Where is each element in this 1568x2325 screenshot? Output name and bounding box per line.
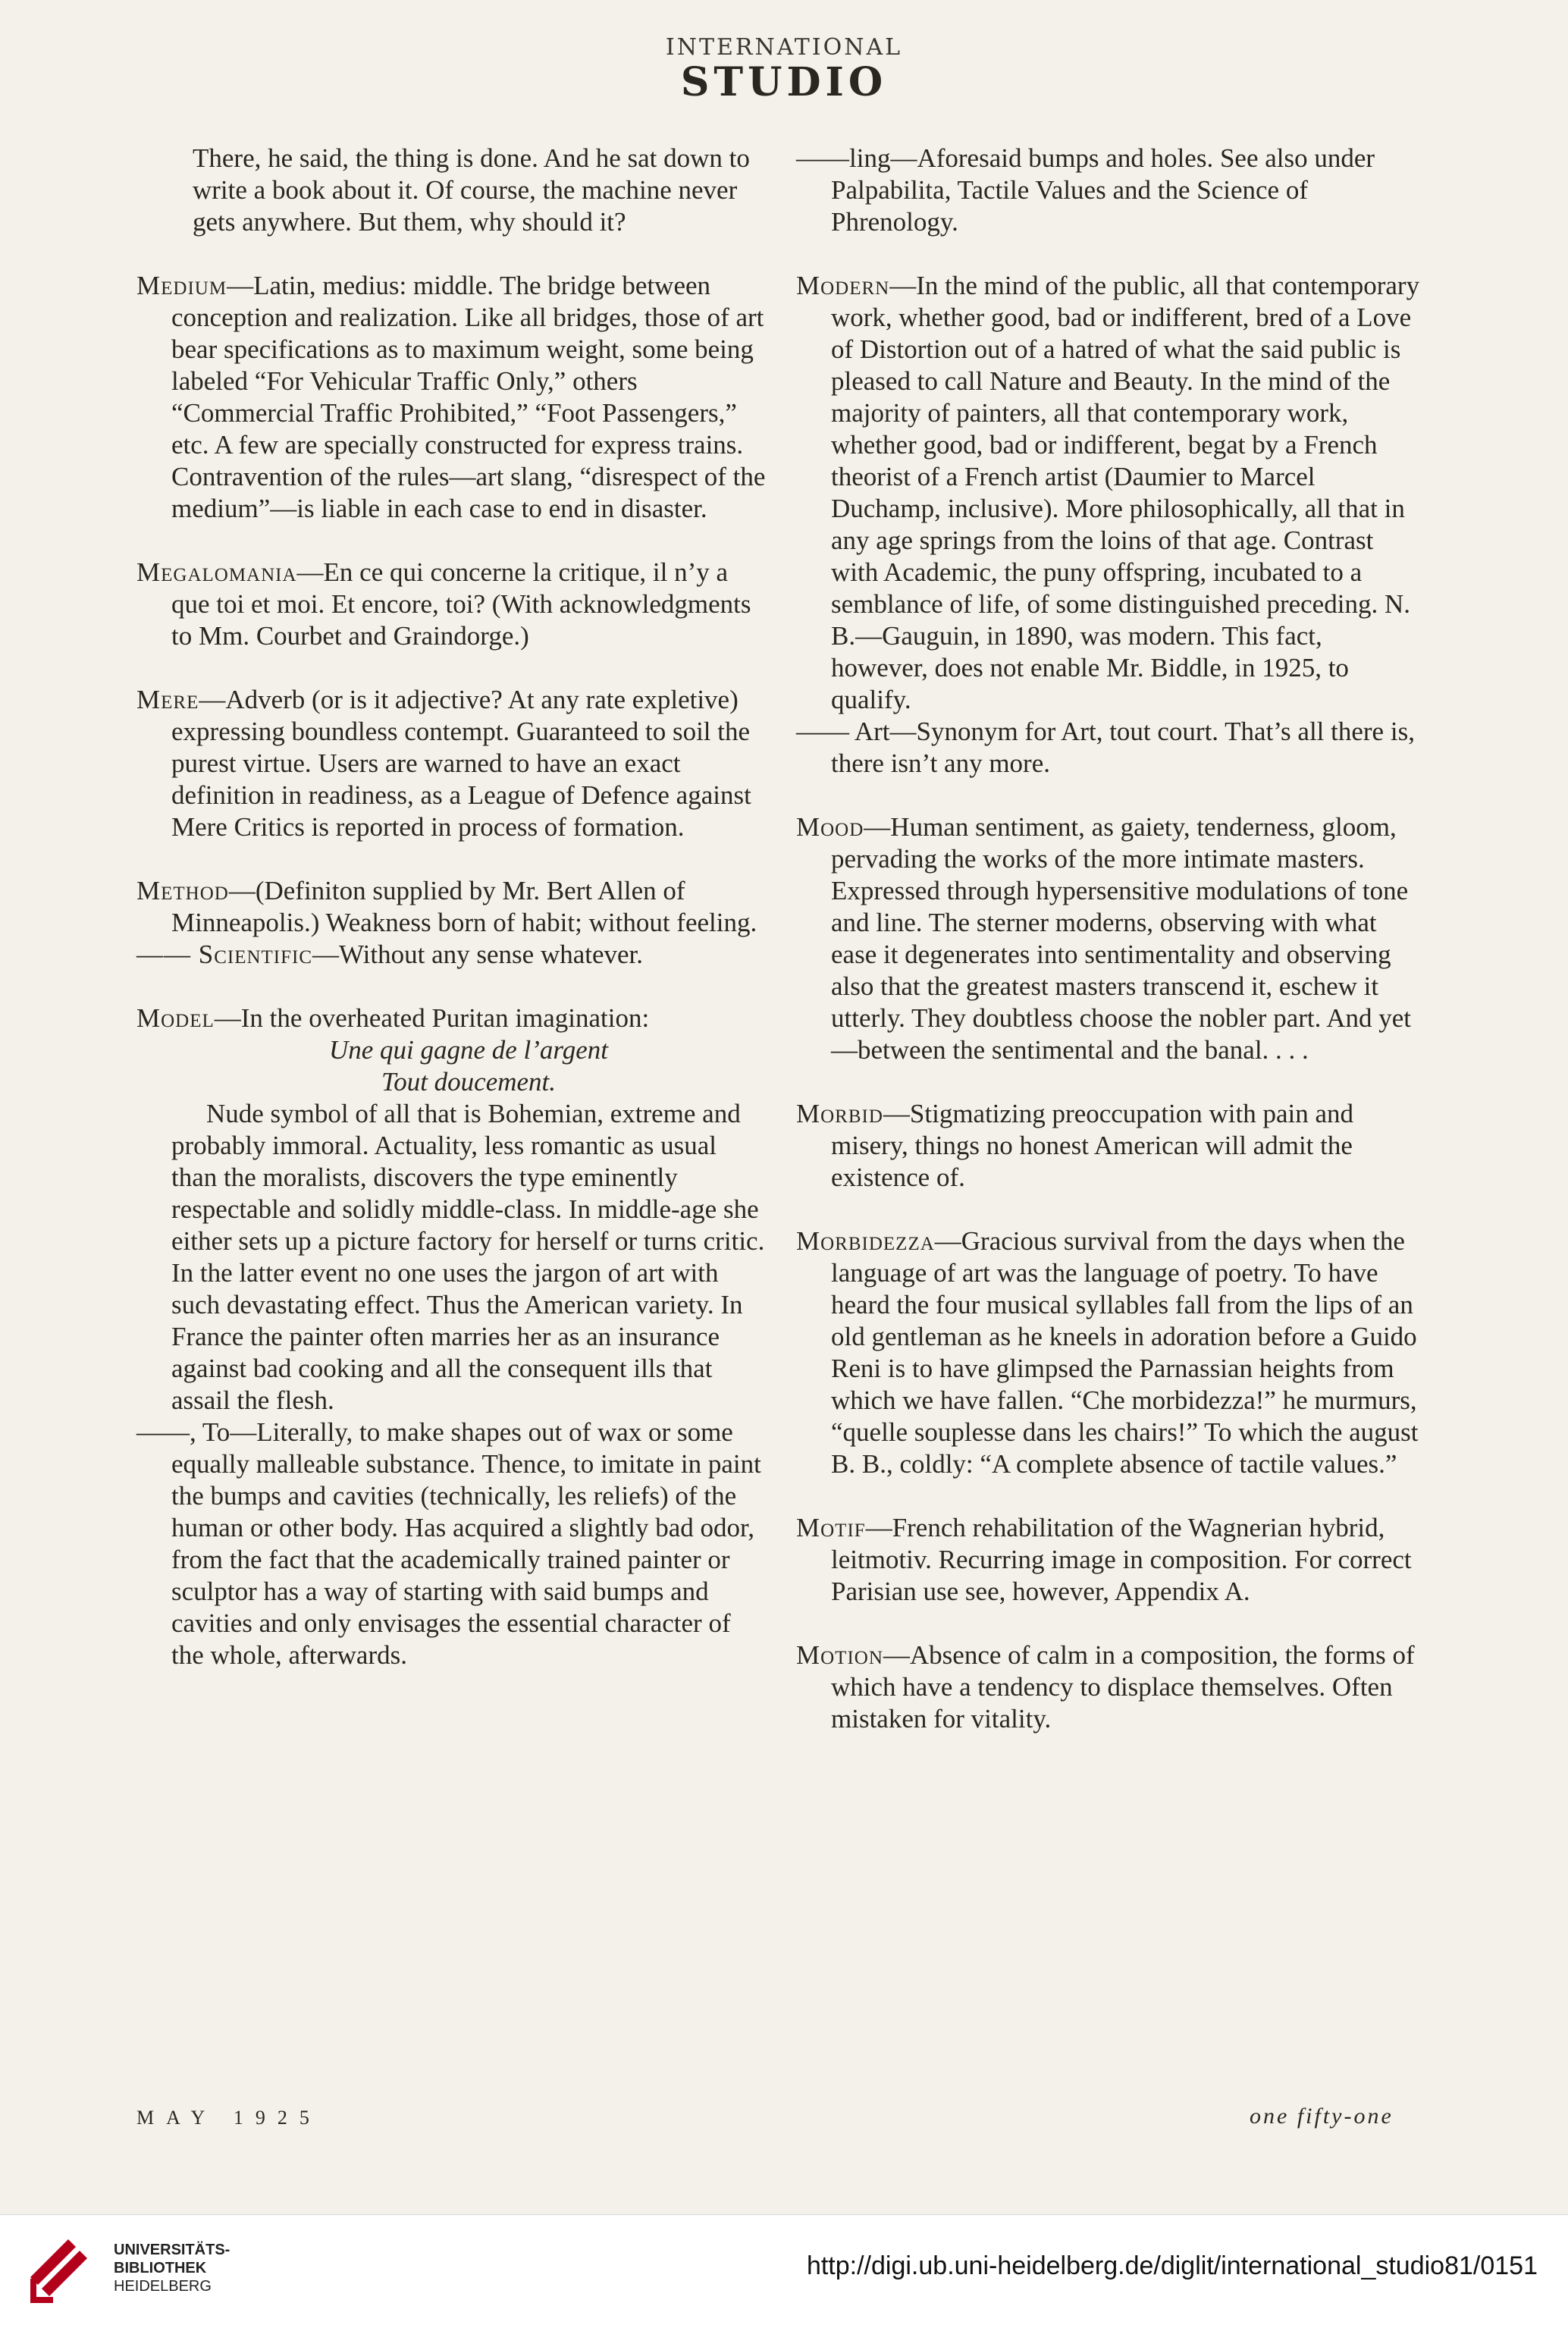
entry-model [136, 1002, 766, 1671]
term-modern: Modern [796, 271, 890, 300]
term-motion: Motion [796, 1640, 883, 1670]
term-model: Model [136, 1003, 215, 1033]
body-medium: —Latin, medius: middle. The bridge between conception and realization. Like all bridges, those of art bear specifications as to maximum weight, some being labeled “For Vehicular Traffic Only,” others “Commercial Traffic Prohibited,” “Foot Passengers,” etc. A few are specially constructed for express trains. Contravention of the rules—art slang, “disrespect of the medium”—is liable in each case to end in disaster. [171, 271, 766, 523]
entry-medium [136, 270, 766, 525]
model-sub-entry: ——, To—Literally, to make shapes out of wax or some equally malleable substance. Thence, to imitate in paint the bumps and cavities (technically, les reliefs) of the human or other body. Has acquired a slightly bad odor, from the fact that the academically trained painter or sculptor has a way of starting with said bumps and cavities and only envisages the essential character of the whole, afterwards. [136, 1417, 761, 1670]
library-logo-icon [23, 2232, 99, 2308]
term-megalomania: Megalomania [136, 557, 297, 587]
term-medium: Medium [136, 271, 227, 300]
entry-megalomania [136, 557, 766, 652]
entry-motif [796, 1512, 1425, 1608]
term-morbidezza: Morbidezza [796, 1226, 935, 1256]
term-motif: Motif [796, 1513, 866, 1542]
body-mere: —Adverb (or is it adjective? At any rate expletive) expressing boundless contempt. Guaranteed to soil the purest virtue. Users are warned to have an exact definition in readiness, as a League of Defence against Mere Critics is reported in process of formation. [171, 685, 751, 842]
entry-method [136, 875, 766, 971]
model-verse-1: Une qui gagne de l’argent [328, 1035, 609, 1065]
footer-date: MAY 1925 [136, 2107, 321, 2129]
term-method: Method [136, 876, 229, 905]
entry-modelling [796, 143, 1425, 238]
term-method-scientific: —— Scientific [136, 940, 313, 969]
left-column [136, 143, 766, 1703]
body-motion: —Absence of calm in a composition, the forms of which have a tendency to displace themselves. Often mistaken for vitality. [831, 1640, 1415, 1734]
body-motif: —French rehabilitation of the Wagnerian hybrid, leitmotiv. Recurring image in composition. For correct Parisian use see, however, Appendix A. [831, 1513, 1412, 1606]
term-morbid: Morbid [796, 1099, 883, 1128]
entry-morbid [796, 1098, 1425, 1194]
masthead-title: STUDIO [680, 59, 888, 105]
body-method-scientific: —Without any sense whatever. [312, 940, 644, 969]
modern-art-sub-entry: —— Art—Synonym for Art, tout court. That’s all there is, there isn’t any more. [796, 717, 1415, 778]
entry-morbidezza [796, 1225, 1425, 1480]
library-name [114, 2241, 230, 2295]
modelling-text: ——ling—Aforesaid bumps and holes. See also under Palpabilita, Tactile Values and the Science of Phrenology. [796, 143, 1375, 237]
term-mere: Mere [136, 685, 199, 714]
model-paragraph: Nude symbol of all that is Bohemian, extreme and probably immoral. Actuality, less romantic as usual than the moralists, discovers the type eminently respectable and solidly middle-class. In middle-age she either sets up a picture factory for herself or turns critic. In the latter event no one uses the jargon of art with such devastating effect. Thus the American variety. In France the painter often marries her as an insurance against bad cooking and all the consequent ills that assail the flesh. [171, 1099, 765, 1415]
entry-motion [796, 1639, 1425, 1735]
masthead [0, 36, 1568, 104]
masthead-top: INTERNATIONAL [665, 34, 903, 61]
intro-text: There, he said, the thing is done. And he sat down to write a book about it. Of course, the machine never gets anywhere. But them, why should it? [193, 143, 750, 237]
library-name-line-2: BIBLIOTHEK [114, 2260, 207, 2276]
body-morbidezza: —Gracious survival from the days when the language of art was the language of poetry. To have heard the four musical syllables fall from the lips of an old gentleman as he kneels in adoration before a Guido Reni is to have glimpsed the Parnassian heights from which we have fallen. “Che morbidezza!” he murmurs, “quelle souplesse dans les chairs!” To which the august B. B., coldly: “A complete absence of tactile values.” [831, 1226, 1419, 1479]
body-morbid: —Stigmatizing preoccupation with pain and misery, things no honest American will admit the existence of. [831, 1099, 1354, 1192]
entry-modern [796, 270, 1425, 780]
library-bar [0, 2214, 1568, 2325]
entry-mere [136, 684, 766, 843]
library-name-line-3: HEIDELBERG [114, 2278, 212, 2295]
body-model: —In the overheated Puritan imagination: [214, 1003, 650, 1033]
body-method: —(Definiton supplied by Mr. Bert Allen of Minneapolis.) Weakness born of habit; without feeling. [171, 876, 757, 937]
body-megalomania: —En ce qui concerne la critique, il n’y a que toi et moi. Et encore, toi? (With acknowledgments to Mm. Courbet and Graindorge.) [171, 557, 751, 651]
body-modern: —In the mind of the public, all that contemporary work, whether good, bad or indifferent, bred of a Love of Distortion out of a hatred of what the said public is pleased to call Nature and Beauty. In the mind of the majority of painters, all that contemporary work, whether good, bad or indifferent, begat by a French theorist of a French artist (Daumier to Marcel Duchamp, inclusive). More philosophically, all that in any age springs from the loins of that age. Contrast with Academic, the puny offspring, incubated to a semblance of life, of some distinguished preceding. N. B.—Gauguin, in 1890, was modern. This fact, however, does not enable Mr. Biddle, in 1925, to qualify. [831, 271, 1420, 714]
library-name-line-1: UNIVERSITÄTS- [114, 2242, 230, 2258]
source-url-link[interactable]: http://digi.ub.uni-heidelberg.de/diglit/international_studio81/0151 [806, 2251, 1538, 2280]
entry-mood [796, 811, 1425, 1066]
right-column [796, 143, 1425, 1767]
model-verse-2: Tout doucement. [381, 1067, 557, 1097]
term-mood: Mood [796, 812, 864, 842]
entry-intro [136, 143, 766, 238]
footer-page-number: one fifty-one [1250, 2104, 1394, 2129]
body-mood: —Human sentiment, as gaiety, tenderness, gloom, pervading the works of the more intimate masters. Expressed through hypersensitive modulations of tone and line. The sterner moderns, observing with what ease it degenerates into sentimentality and observing also that the greatest masters transcend it, eschew it utterly. They doubtless choose the nobler part. And yet—between the sentimental and the banal. . . . [831, 812, 1411, 1065]
